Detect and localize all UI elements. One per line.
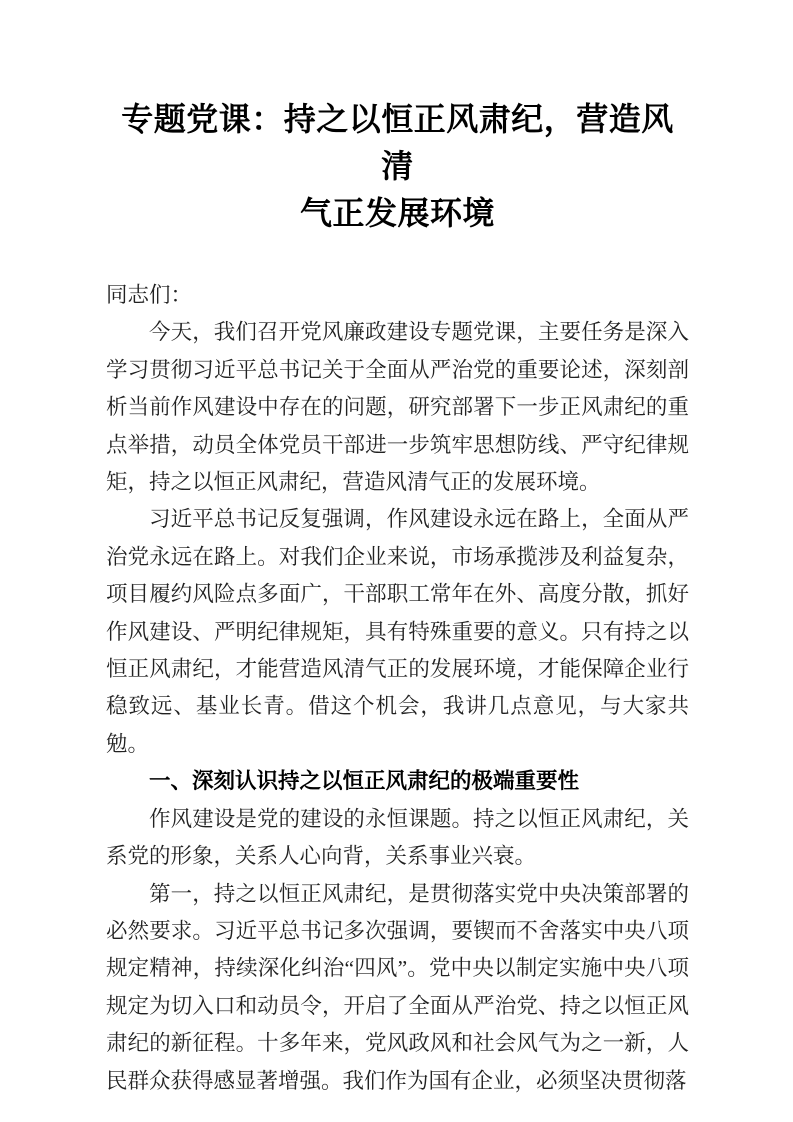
document-title <box>106 96 689 237</box>
section-heading-1: 一、深刻认识持之以恒正风肃纪的极端重要性 <box>149 769 580 794</box>
paragraph-first-point: 第一，持之以恒正风肃纪，是贯彻落实党中央决策部署的必然要求。习近平总书记多次强调，要锲而不舍落实中央八项规定精神，持续深化纠治“四风”。党中央以制定实施中央八项规定为切入口和动员令，开启了全面从严治党、持之以恒正风肃纪的新征程。十多年来，党风政风和社会风气为之一新，人民群众获得感显著增强。我们作为国有企业，必须坚决贯彻落 <box>106 881 689 1093</box>
document-title-line-2: 气正发展环境 <box>299 195 495 231</box>
salutation: 同志们： <box>106 283 193 307</box>
document-title-line-1: 专题党课：持之以恒正风肃纪，营造风清 <box>121 101 674 184</box>
paragraph-significance: 习近平总书记反复强调，作风建设永远在路上，全面从严治党永远在路上。对我们企业来说，市场承揽涉及利益复杂，项目履约风险点多面广，干部职工常年在外、高度分散，抓好作风建设、严明纪律规矩，具有特殊重要的意义。只有持之以恒正风肃纪，才能营造风清气正的发展环境，才能保障企业行稳致远、基业长青。借这个机会，我讲几点意见，与大家共勉。 <box>106 507 689 756</box>
paragraph-intro: 今天，我们召开党风廉政建设专题党课，主要任务是深入学习贯彻习近平总书记关于全面从严治党的重要论述，深刻剖析当前作风建设中存在的问题，研究部署下一步正风肃纪的重点举措，动员全体党员干部进一步筑牢思想防线、严守纪律规矩，持之以恒正风肃纪，营造风清气正的发展环境。 <box>106 320 689 495</box>
document-body <box>106 277 689 1100</box>
paragraph-topic: 作风建设是党的建设的永恒课题。持之以恒正风肃纪，关系党的形象，关系人心向背，关系事业兴衰。 <box>106 806 689 869</box>
